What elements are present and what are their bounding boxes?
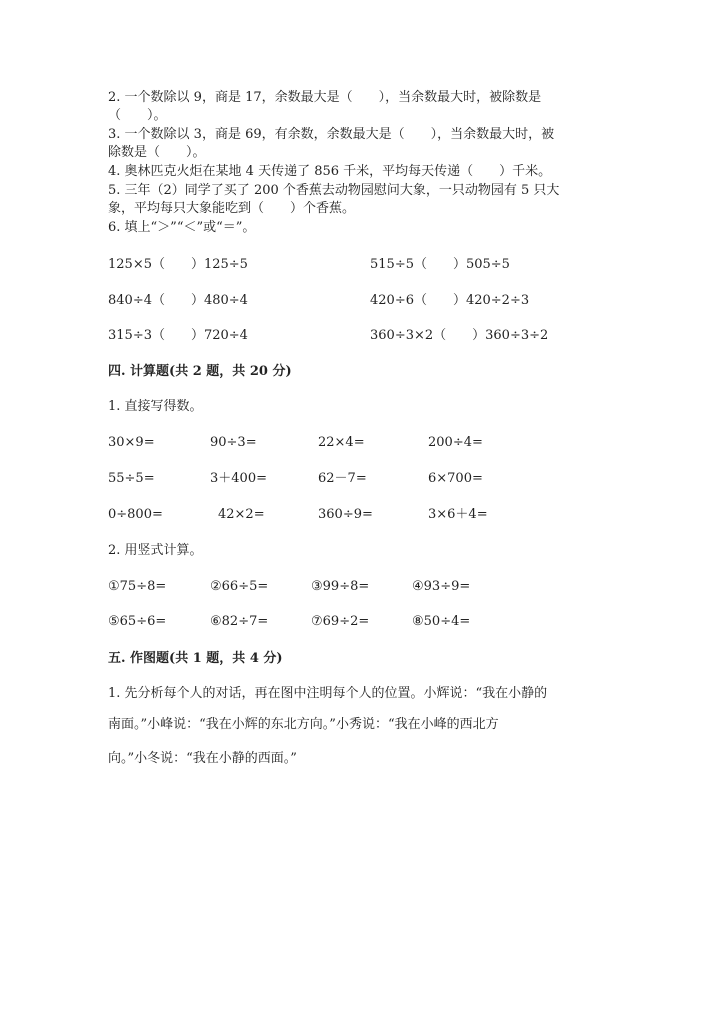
vertical-calc-item: ⑤65÷6= — [108, 614, 167, 629]
section-5-q1-line-2: 南面。”小峰说：“我在小辉的东北方向。”小秀说：“我在小峰的西北方 — [108, 717, 499, 732]
calc-item: 6×700= — [428, 471, 483, 486]
calc-item: 200÷4= — [428, 435, 483, 450]
section-4-q1-title: 1. 直接写得数。 — [108, 399, 203, 414]
calc-item: 360÷9= — [318, 507, 373, 522]
problem-3-line-2: 除数是（ ）。 — [108, 145, 206, 160]
vertical-calc-item: ④93÷9= — [412, 579, 471, 594]
vertical-calc-item: ①75÷8= — [108, 579, 167, 594]
compare-item: 315÷3（ ）720÷4 — [108, 328, 248, 343]
compare-item: 420÷6（ ）420÷2÷3 — [370, 293, 530, 308]
problem-6-line-1: 6. 填上“＞”“＜”或“＝”。 — [108, 220, 256, 235]
problem-4-line-1: 4. 奥林匹克火炬在某地 4 天传递了 856 千米，平均每天传递（ ）千米。 — [108, 164, 552, 179]
calc-item: 0÷800= — [108, 507, 163, 522]
problem-2-line-1: 2. 一个数除以 9，商是 17，余数最大是（ ），当余数最大时，被除数是 — [108, 90, 542, 105]
calc-item: 90÷3= — [210, 435, 257, 450]
problem-5-line-1: 5. 三年（2）同学了买了 200 个香蕉去动物园慰问大象，一只动物园有 5 只大 — [108, 183, 560, 198]
vertical-calc-item: ⑥82÷7= — [210, 614, 269, 629]
section-5-q1-line-3: 向。”小冬说：“我在小静的西面。” — [108, 751, 297, 766]
compare-item: 360÷3×2（ ）360÷3÷2 — [370, 328, 549, 343]
calc-item: 55÷5= — [108, 471, 155, 486]
section-5-q1-line-1: 1. 先分析每个人的对话，再在图中注明每个人的位置。小辉说：“我在小静的 — [108, 686, 548, 701]
section-4-title: 四. 计算题(共 2 题，共 20 分) — [108, 364, 292, 379]
vertical-calc-item: ⑧50÷4= — [412, 614, 471, 629]
calc-item: 30×9= — [108, 435, 155, 450]
section-5-title: 五. 作图题(共 1 题，共 4 分) — [108, 651, 283, 666]
vertical-calc-item: ⑦69÷2= — [311, 614, 370, 629]
calc-item: 3×6＋4= — [428, 507, 488, 522]
compare-item: 515÷5（ ）505÷5 — [370, 257, 510, 272]
calc-item: 22×4= — [318, 435, 365, 450]
section-4-q2-title: 2. 用竖式计算。 — [108, 543, 203, 558]
calc-item: 42×2= — [218, 507, 265, 522]
problem-5-line-2: 象，平均每只大象能吃到（ ）个香蕉。 — [108, 201, 356, 216]
calc-item: 62－7= — [318, 471, 367, 486]
problem-2-line-2: （ ）。 — [108, 108, 167, 123]
compare-item: 125×5（ ）125÷5 — [108, 257, 248, 272]
compare-item: 840÷4（ ）480÷4 — [108, 293, 248, 308]
problem-3-line-1: 3. 一个数除以 3，商是 69，有余数，余数最大是（ ），当余数最大时，被 — [108, 127, 555, 142]
vertical-calc-item: ②66÷5= — [210, 579, 269, 594]
vertical-calc-item: ③99÷8= — [311, 579, 370, 594]
calc-item: 3＋400= — [210, 471, 267, 486]
